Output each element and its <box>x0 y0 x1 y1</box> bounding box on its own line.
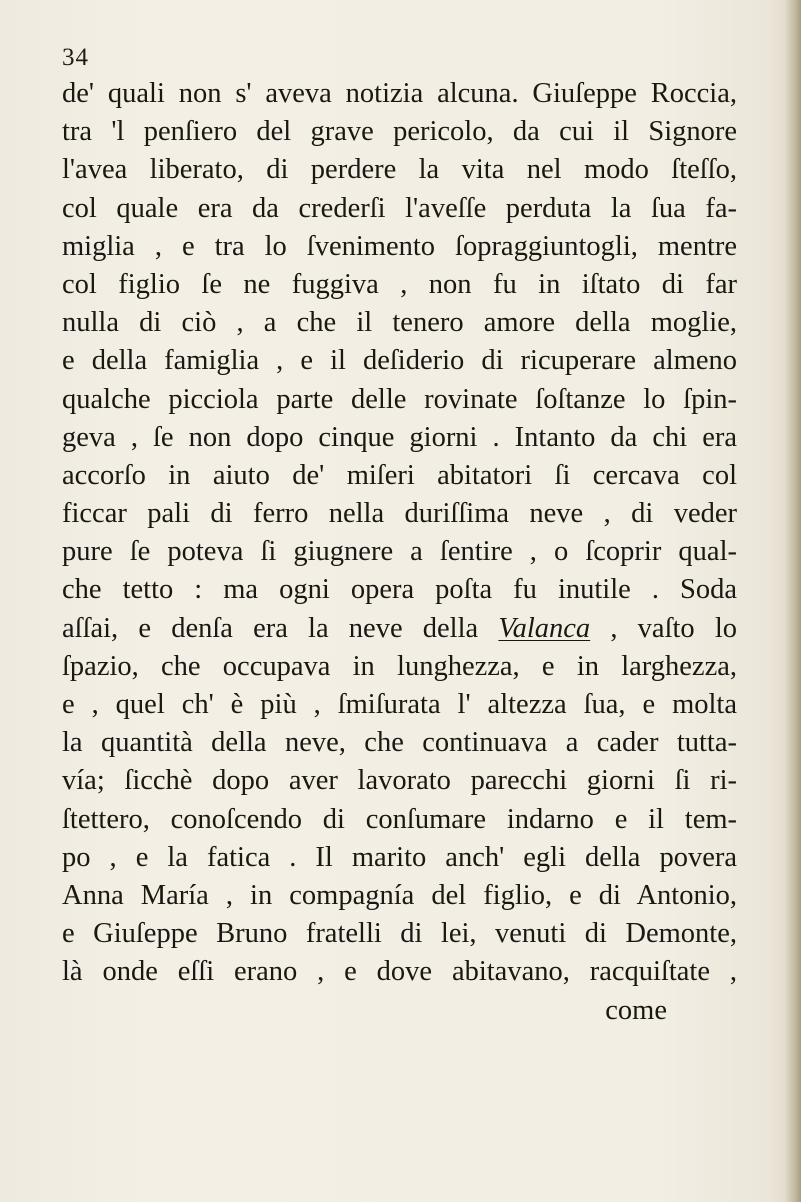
text-line: nulla di ciò , a che il tenero amore della moglie, <box>62 307 737 339</box>
text-line: e Giuſeppe Bruno fratelli di lei, venuti di Demonte, <box>62 918 737 950</box>
text-line: accorſo in aiuto de' miſeri abitatori ſi cercava col <box>62 459 737 491</box>
text-line: de' quali non s' aveva notizia alcuna. Giuſeppe Roccia, <box>62 78 737 109</box>
text-line-with-italic <box>62 610 737 648</box>
text-segment: aſſai, e denſa era la neve della <box>62 612 499 644</box>
text-line: l'avea liberato, di perdere la vita nel modo ſteſſo, <box>62 154 737 186</box>
page-number: 34 <box>62 44 89 71</box>
body-text <box>62 75 737 1030</box>
text-line: e della famiglia , e il deſiderio di ricuperare almeno <box>62 345 737 377</box>
text-line: e , quel ch' è più , ſmiſurata l' altezza ſua, e molta <box>62 689 737 720</box>
text-line: col quale era da crederſi l'aveſſe perduta la ſua fa- <box>62 192 737 224</box>
text-line: tra 'l penſiero del grave pericolo, da cui il Signore <box>62 116 737 148</box>
text-line: vía; ſicchè dopo aver lavorato parecchi giorni ſi ri- <box>62 765 737 797</box>
page-edge-shadow <box>785 0 801 1202</box>
text-line: ſpazio, che occupava in lunghezza, e in larghezza, <box>62 650 737 682</box>
text-line: miglia , e tra lo ſvenimento ſopraggiuntogli, mentre <box>62 230 737 262</box>
italic-place-name: Valanca <box>498 612 591 644</box>
text-line: la quantità della neve, che continuava a cader tutta- <box>62 727 737 759</box>
text-line: po , e la fatica . Il marito anch' egli della povera <box>62 841 737 873</box>
text-line: pure ſe poteva ſi giugnere a ſentire , o ſcoprir qual- <box>62 536 737 568</box>
text-line: ſtettero, conoſcendo di conſumare indarno e il tem- <box>62 803 737 835</box>
text-line: col figlio ſe ne fuggiva , non fu in iſtato di far <box>62 268 737 300</box>
text-line: qualche picciola parte delle rovinate ſoſtanze lo ſpin- <box>62 383 737 415</box>
text-segment: , vaſto lo <box>590 612 738 644</box>
catchword: come <box>605 994 667 1026</box>
text-line: che tetto : ma ogni opera poſta fu inutile . Soda <box>62 574 737 606</box>
text-line: Anna María , in compagnía del figlio, e di Antonio, <box>62 879 737 911</box>
text-line: geva , ſe non dopo cinque giorni . Intanto da chi era <box>62 421 737 453</box>
text-line: ficcar pali di ferro nella duriſſima neve , di veder <box>62 498 737 530</box>
text-line: là onde eſſi erano , e dove abitavano, racquiſtate , <box>62 956 737 988</box>
